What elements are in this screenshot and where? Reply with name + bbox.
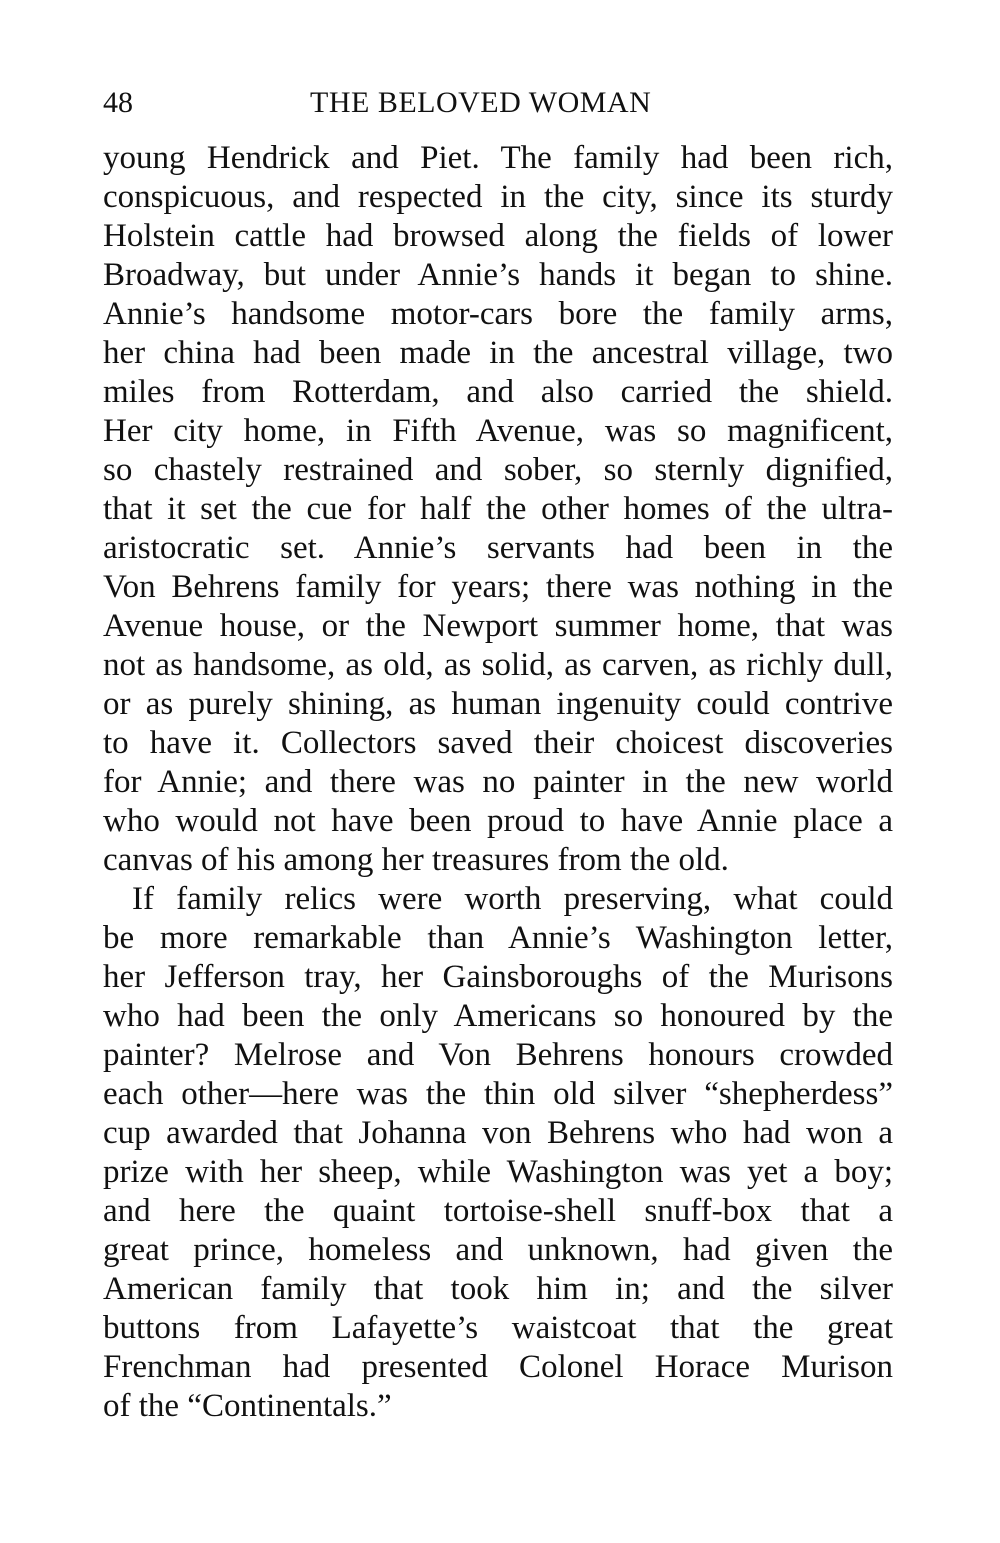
text-line: her china had been made in the ancestral village, two xyxy=(103,335,893,371)
text-line: of the “Continentals.” xyxy=(103,1388,392,1424)
running-head xyxy=(103,83,893,123)
book-title: THE BELOVED WOMAN xyxy=(310,86,652,119)
paragraph-1 xyxy=(103,139,893,880)
text-line: to have it. Collectors saved their choicest discoveries xyxy=(103,725,893,761)
text-line: who would not have been proud to have Annie place a xyxy=(103,803,893,839)
text-line: that it set the cue for half the other homes of the ultra- xyxy=(103,491,893,527)
text-line: young Hendrick and Piet. The family had been rich, xyxy=(103,140,893,176)
text-line: American family that took him in; and the silver xyxy=(103,1271,893,1307)
text-line: so chastely restrained and sober, so sternly dignified, xyxy=(103,452,893,488)
text-line: painter? Melrose and Von Behrens honours crowded xyxy=(103,1037,893,1073)
page-number: 48 xyxy=(103,86,133,119)
text-line: and here the quaint tortoise-shell snuff-box that a xyxy=(103,1193,893,1229)
text-line: aristocratic set. Annie’s servants had been in the xyxy=(103,530,893,566)
text-line: her Jefferson tray, her Gainsboroughs of the Murisons xyxy=(103,959,893,995)
text-line: Avenue house, or the Newport summer home, that was xyxy=(103,608,893,644)
text-line: each other—here was the thin old silver “shepherdess” xyxy=(103,1076,893,1112)
text-line: canvas of his among her treasures from the old. xyxy=(103,842,729,878)
paragraph-2 xyxy=(103,880,893,1426)
text-line: If family relics were worth preserving, what could xyxy=(132,881,893,917)
text-line: Von Behrens family for years; there was nothing in the xyxy=(103,569,893,605)
text-line: miles from Rotterdam, and also carried the shield. xyxy=(103,374,893,410)
text-line: cup awarded that Johanna von Behrens who had won a xyxy=(103,1115,893,1151)
text-line: Frenchman had presented Colonel Horace Murison xyxy=(103,1349,893,1385)
text-line: conspicuous, and respected in the city, since its sturdy xyxy=(103,179,893,215)
text-line: Annie’s handsome motor-cars bore the family arms, xyxy=(103,296,893,332)
text-line: be more remarkable than Annie’s Washington letter, xyxy=(103,920,893,956)
text-line: Her city home, in Fifth Avenue, was so magnificent, xyxy=(103,413,893,449)
body-text xyxy=(103,139,893,1426)
text-line: buttons from Lafayette’s waistcoat that the great xyxy=(103,1310,893,1346)
text-line: Broadway, but under Annie’s hands it began to shine. xyxy=(103,257,893,293)
text-line: who had been the only Americans so honoured by the xyxy=(103,998,893,1034)
text-line: not as handsome, as old, as solid, as carven, as richly dull, xyxy=(103,647,893,683)
text-line: prize with her sheep, while Washington was yet a boy; xyxy=(103,1154,893,1190)
text-line: or as purely shining, as human ingenuity could contrive xyxy=(103,686,893,722)
text-line: Holstein cattle had browsed along the fields of lower xyxy=(103,218,893,254)
text-line: for Annie; and there was no painter in the new world xyxy=(103,764,893,800)
text-line: great prince, homeless and unknown, had given the xyxy=(103,1232,893,1268)
